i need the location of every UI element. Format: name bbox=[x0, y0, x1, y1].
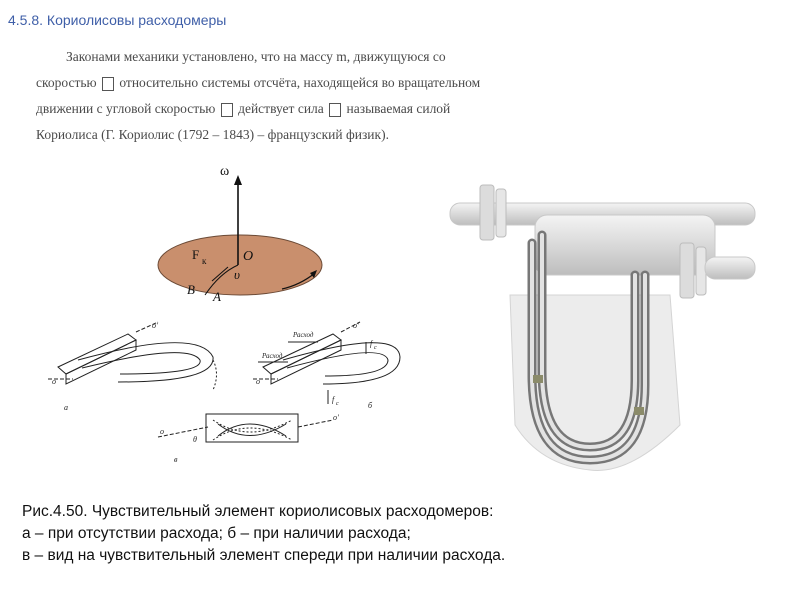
sensor-left bbox=[533, 375, 543, 383]
flange-left-2 bbox=[496, 189, 506, 237]
sketch-b-label: б bbox=[368, 401, 373, 410]
force-sub-label: к bbox=[202, 256, 207, 266]
sketch-v-label: в bbox=[174, 455, 178, 464]
force-label: F bbox=[192, 247, 200, 262]
sketch-v-o: o bbox=[160, 427, 164, 436]
velocity-label: υ bbox=[234, 267, 240, 282]
paragraph-line-2: скоростью относительно системы отсчёта, находящейся во вращательном bbox=[36, 75, 481, 90]
sketch-b-fc-top-sub: c bbox=[374, 345, 377, 351]
omega-arrowhead bbox=[234, 175, 242, 185]
right-pipe-ext bbox=[705, 257, 755, 279]
paragraph-line-3: движении с угловой скоростью действует сила называемая силой bbox=[36, 101, 451, 116]
angular-velocity-symbol bbox=[221, 103, 233, 117]
sketch-v-o-prime: o' bbox=[333, 413, 339, 422]
sketch-b-flow-label-left: Расход bbox=[262, 352, 283, 360]
rotating-disc-figure bbox=[150, 155, 350, 305]
sketch-a bbox=[48, 322, 217, 390]
point-a-label: A bbox=[213, 289, 221, 304]
origin-label: O bbox=[243, 249, 254, 264]
point-b-label: B bbox=[187, 282, 195, 297]
paragraph-line-4: Кориолиса (Г. Кориолис (1792 – 1843) – французский физик). bbox=[36, 127, 389, 142]
sketch-b-flow-label-top: Расход bbox=[293, 331, 314, 339]
sketch-a-o: o bbox=[52, 377, 56, 386]
intro-paragraph bbox=[36, 44, 576, 148]
sketch-b-fc-bottom-sub: c bbox=[336, 401, 339, 407]
sketch-a-o-prime: o' bbox=[152, 321, 158, 330]
caption-line-3: в – вид на чувствительный элемент спереди при наличии расхода. bbox=[22, 547, 506, 564]
sketch-b bbox=[253, 322, 400, 404]
disc bbox=[158, 235, 322, 295]
sketch-v-theta: θ bbox=[193, 435, 197, 444]
caption-line-2: а – при отсутствии расхода; б – при наличии расхода; bbox=[22, 525, 411, 542]
sketch-a-label: а bbox=[64, 403, 68, 412]
sketch-b-fc-top: f bbox=[370, 339, 373, 348]
force-symbol bbox=[329, 103, 341, 117]
tube-sketches-figure bbox=[48, 312, 438, 477]
sketch-b-fc-bottom: f bbox=[332, 395, 335, 404]
caption-line-1: Рис.4.50. Чувствительный элемент кориолисовых расходомеров: bbox=[22, 503, 494, 520]
sensor-right bbox=[634, 407, 644, 415]
sketch-v bbox=[158, 414, 333, 442]
section-title: 4.5.8. Кориолисовы расходомеры bbox=[8, 12, 227, 28]
velocity-symbol bbox=[102, 77, 114, 91]
figure-caption bbox=[22, 501, 505, 567]
sketch-b-o: o bbox=[256, 377, 260, 386]
omega-label: ω bbox=[220, 164, 230, 179]
paragraph-line-1: Законами механики установлено, что на массу m, движущуюся со bbox=[66, 49, 446, 64]
coriolis-meter-illustration bbox=[440, 175, 765, 480]
flange-right bbox=[680, 243, 694, 298]
sketch-b-o-prime: o' bbox=[353, 321, 359, 330]
flange-right-2 bbox=[696, 247, 706, 295]
flange-left bbox=[480, 185, 494, 240]
